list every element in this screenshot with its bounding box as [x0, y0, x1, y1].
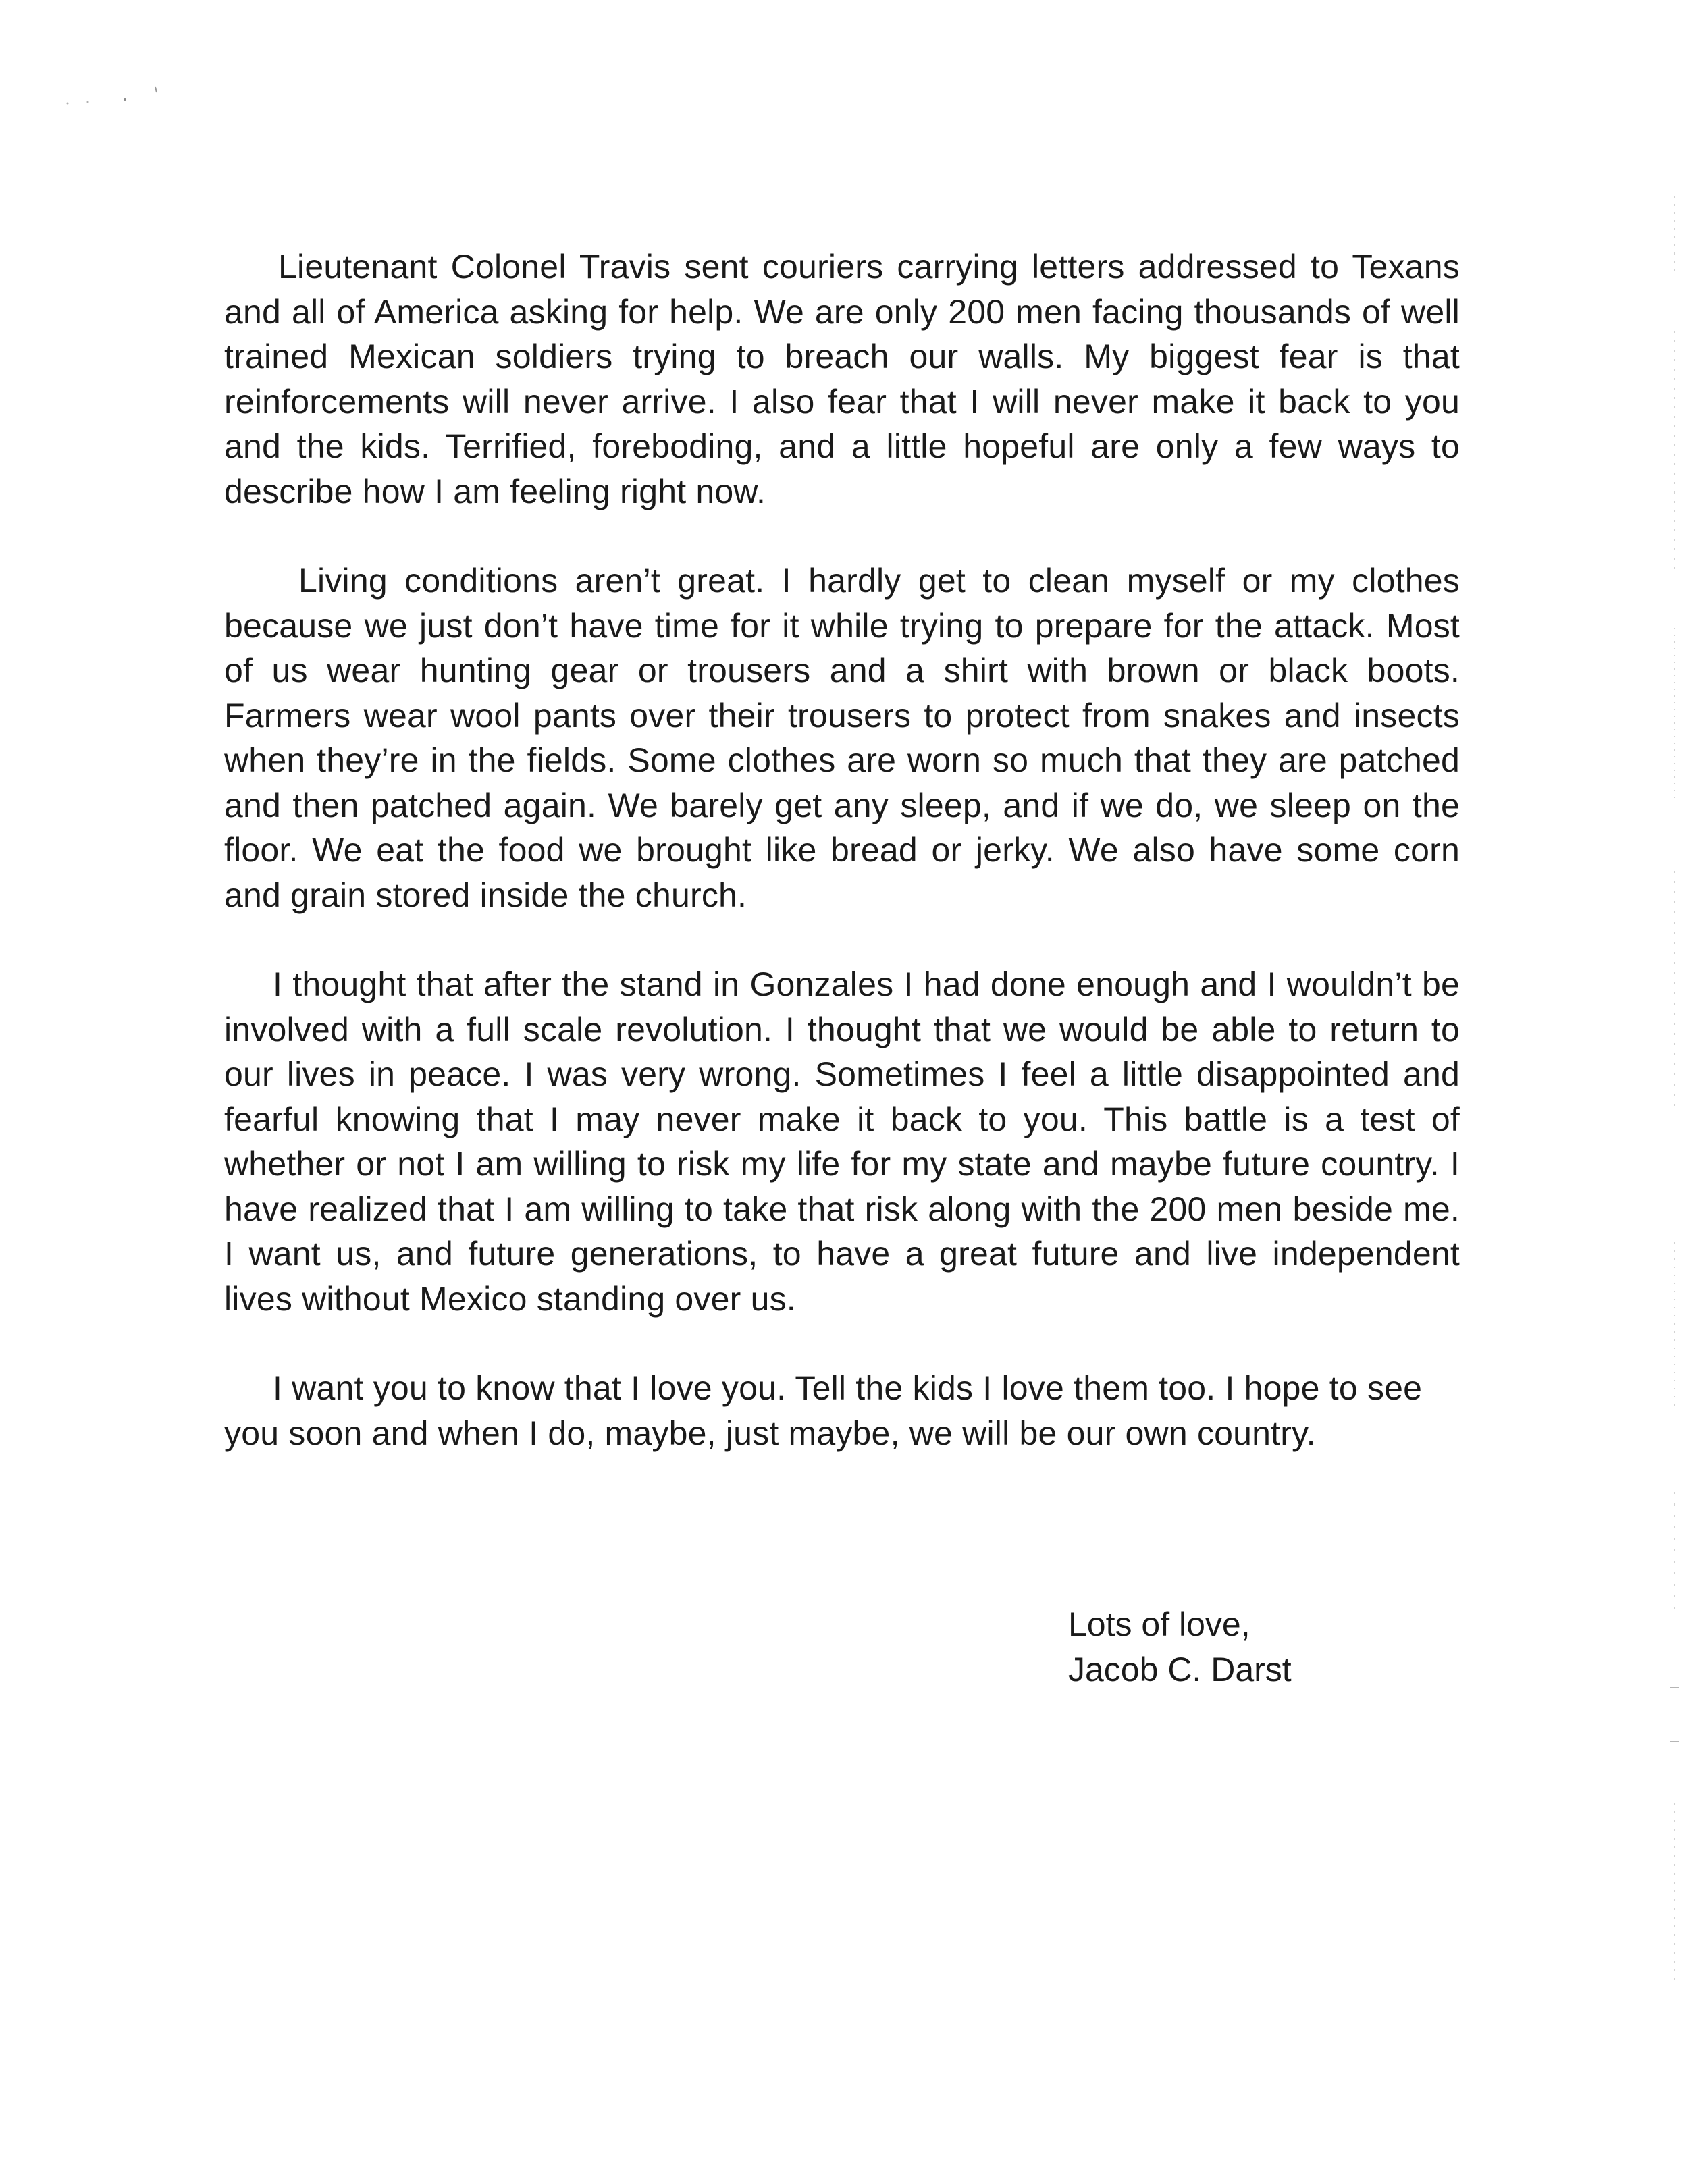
letter-paragraph-3: I thought that after the stand in Gonzales I had done enough and I wouldn’t be involved with a full scale revolution. I thought that we would be able to return to our lives in peace. I was very wrong. Sometimes I feel a little disappointed and fearful knowing that I may never make it back to you. This battle is a test of whether or not I am willing to risk my life for my state and maybe future country. I have realized that I am willing to take that risk along with the 200 men beside me. I want us, and future generations, to have a great future and live independent lives without Mexico standing over us.	[224, 965, 1460, 1318]
signer-name: Jacob C. Darst	[1068, 1651, 1292, 1688]
signature-block	[1068, 1602, 1292, 1693]
scan-margin-marks-decoration	[1668, 196, 1681, 1985]
letter-paragraph-4: I want you to know that I love you. Tell the kids I love them too. I hope to see you soon and when I do, maybe, just maybe, we will be our own country.	[224, 1369, 1423, 1452]
closing-line: Lots of love,	[1068, 1605, 1250, 1643]
letter-body	[224, 244, 1460, 1456]
letter-paragraph-1: Lieutenant Colonel Travis sent couriers carrying letters addressed to Texans and all of America asking for help. We are only 200 men facing thousands of well trained Mexican soldiers trying to breach our walls. My biggest fear is that reinforcements will never arrive. I also fear that I will never make it back to you and the kids. Terrified, foreboding, and a little hopeful are only a few ways to describe how I am feeling right now.	[224, 248, 1460, 510]
letter-paragraph-2: Living conditions aren’t great. I hardly get to clean myself or my clothes because we just don’t have time for it while trying to prepare for the attack. Most of us wear hunting gear or trousers and a shirt with brown or black boots. Farmers wear wool pants over their trousers to protect from snakes and insects when they’re in the fields. Some clothes are worn so much that they are patched and then patched again. We barely get any sleep, and if we do, we sleep on the floor. We eat the food we brought like bread or jerky. We also have some corn and grain stored inside the church.	[224, 562, 1460, 914]
scan-specks-decoration	[61, 84, 182, 111]
